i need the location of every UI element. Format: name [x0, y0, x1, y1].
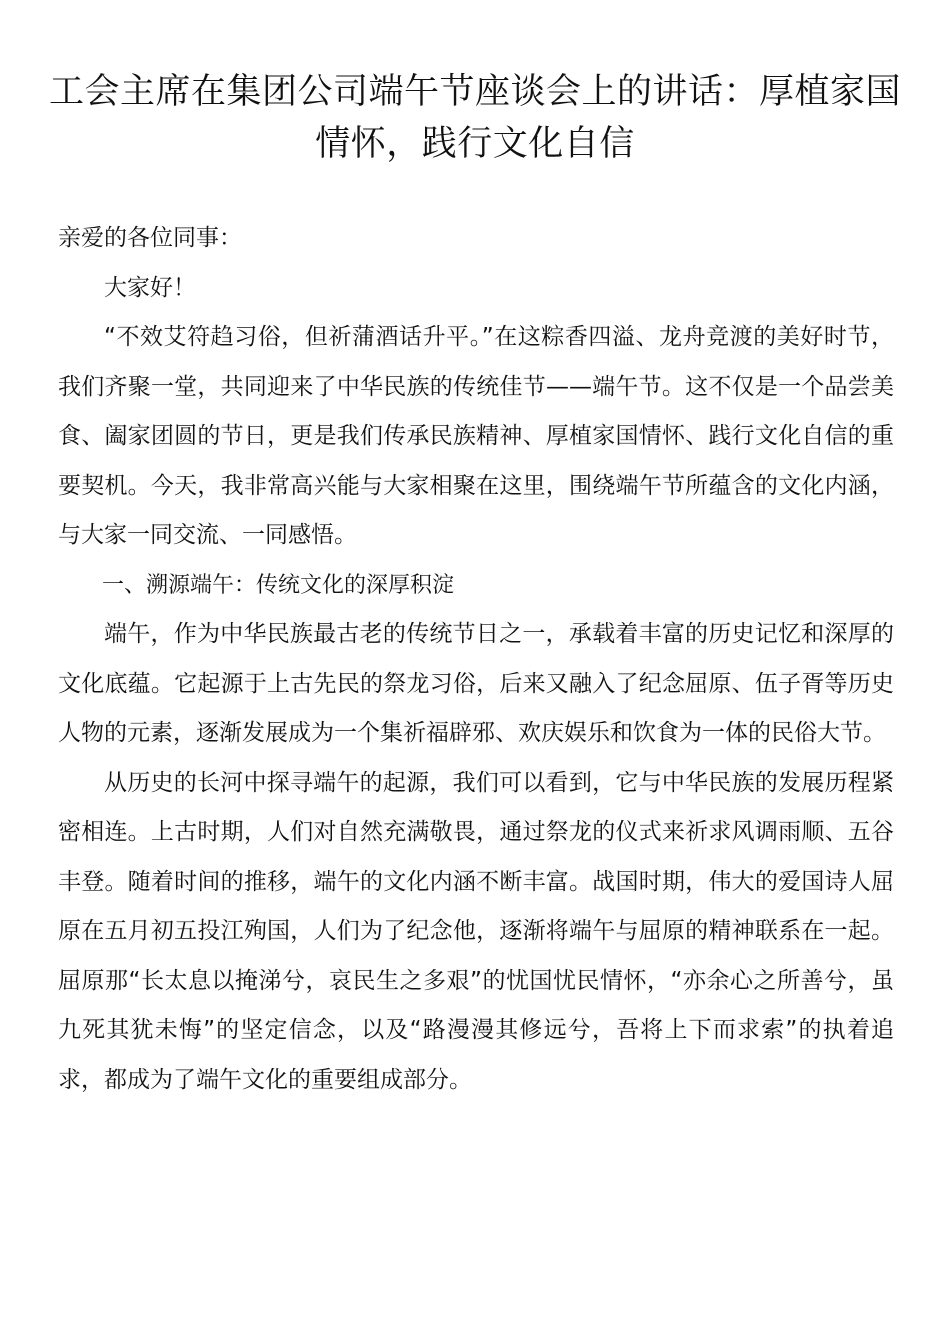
section-paragraph: 端午，作为中华民族最古老的传统节日之一，承载着丰富的历史记忆和深厚的文化底蕴。它起源于上古先民的祭龙习俗，后来又融入了纪念屈原、伍子胥等历史人物的元素，逐渐发展成为一个集祈福辟邪、欢庆娱乐和饮食为一体的民俗大节。 [58, 621, 894, 746]
document-title: 工会主席在集团公司端午节座谈会上的讲话：厚植家国情怀，践行文化自信 [48, 72, 901, 164]
salutation: 亲爱的各位同事： [58, 225, 242, 251]
section-heading: 一、溯源端午：传统文化的深厚积淀 [102, 572, 455, 598]
document-body [58, 214, 894, 1105]
opening-paragraph: “不效艾符趋习俗，但祈蒲酒话升平。”在这粽香四溢、龙舟竞渡的美好时节，我们齐聚一堂，共同迎来了中华民族的传统佳节——端午节。这不仅是一个品尝美食、阖家团圆的节日，更是我们传承民族精神、厚植家国情怀、践行文化自信的重要契机。今天，我非常高兴能与大家相聚在这里，围绕端午节所蕴含的文化内涵，与大家一同交流、一同感悟。 [58, 324, 894, 548]
section-paragraph: 从历史的长河中探寻端午的起源，我们可以看到，它与中华民族的发展历程紧密相连。上古时期，人们对自然充满敬畏，通过祭龙的仪式来祈求风调雨顺、五谷丰登。随着时间的推移，端午的文化内涵不断丰富。战国时期，伟大的爱国诗人屈原在五月初五投江殉国，人们为了纪念他，逐渐将端午与屈原的精神联系在一起。屈原那“长太息以掩涕兮，哀民生之多艰”的忧国忧民情怀，“亦余心之所善兮，虽九死其犹未悔”的坚定信念，以及“路漫漫其修远兮，吾将上下而求索”的执着追求，都成为了端午文化的重要组成部分。 [58, 769, 894, 1093]
greeting: 大家好！ [104, 274, 196, 301]
